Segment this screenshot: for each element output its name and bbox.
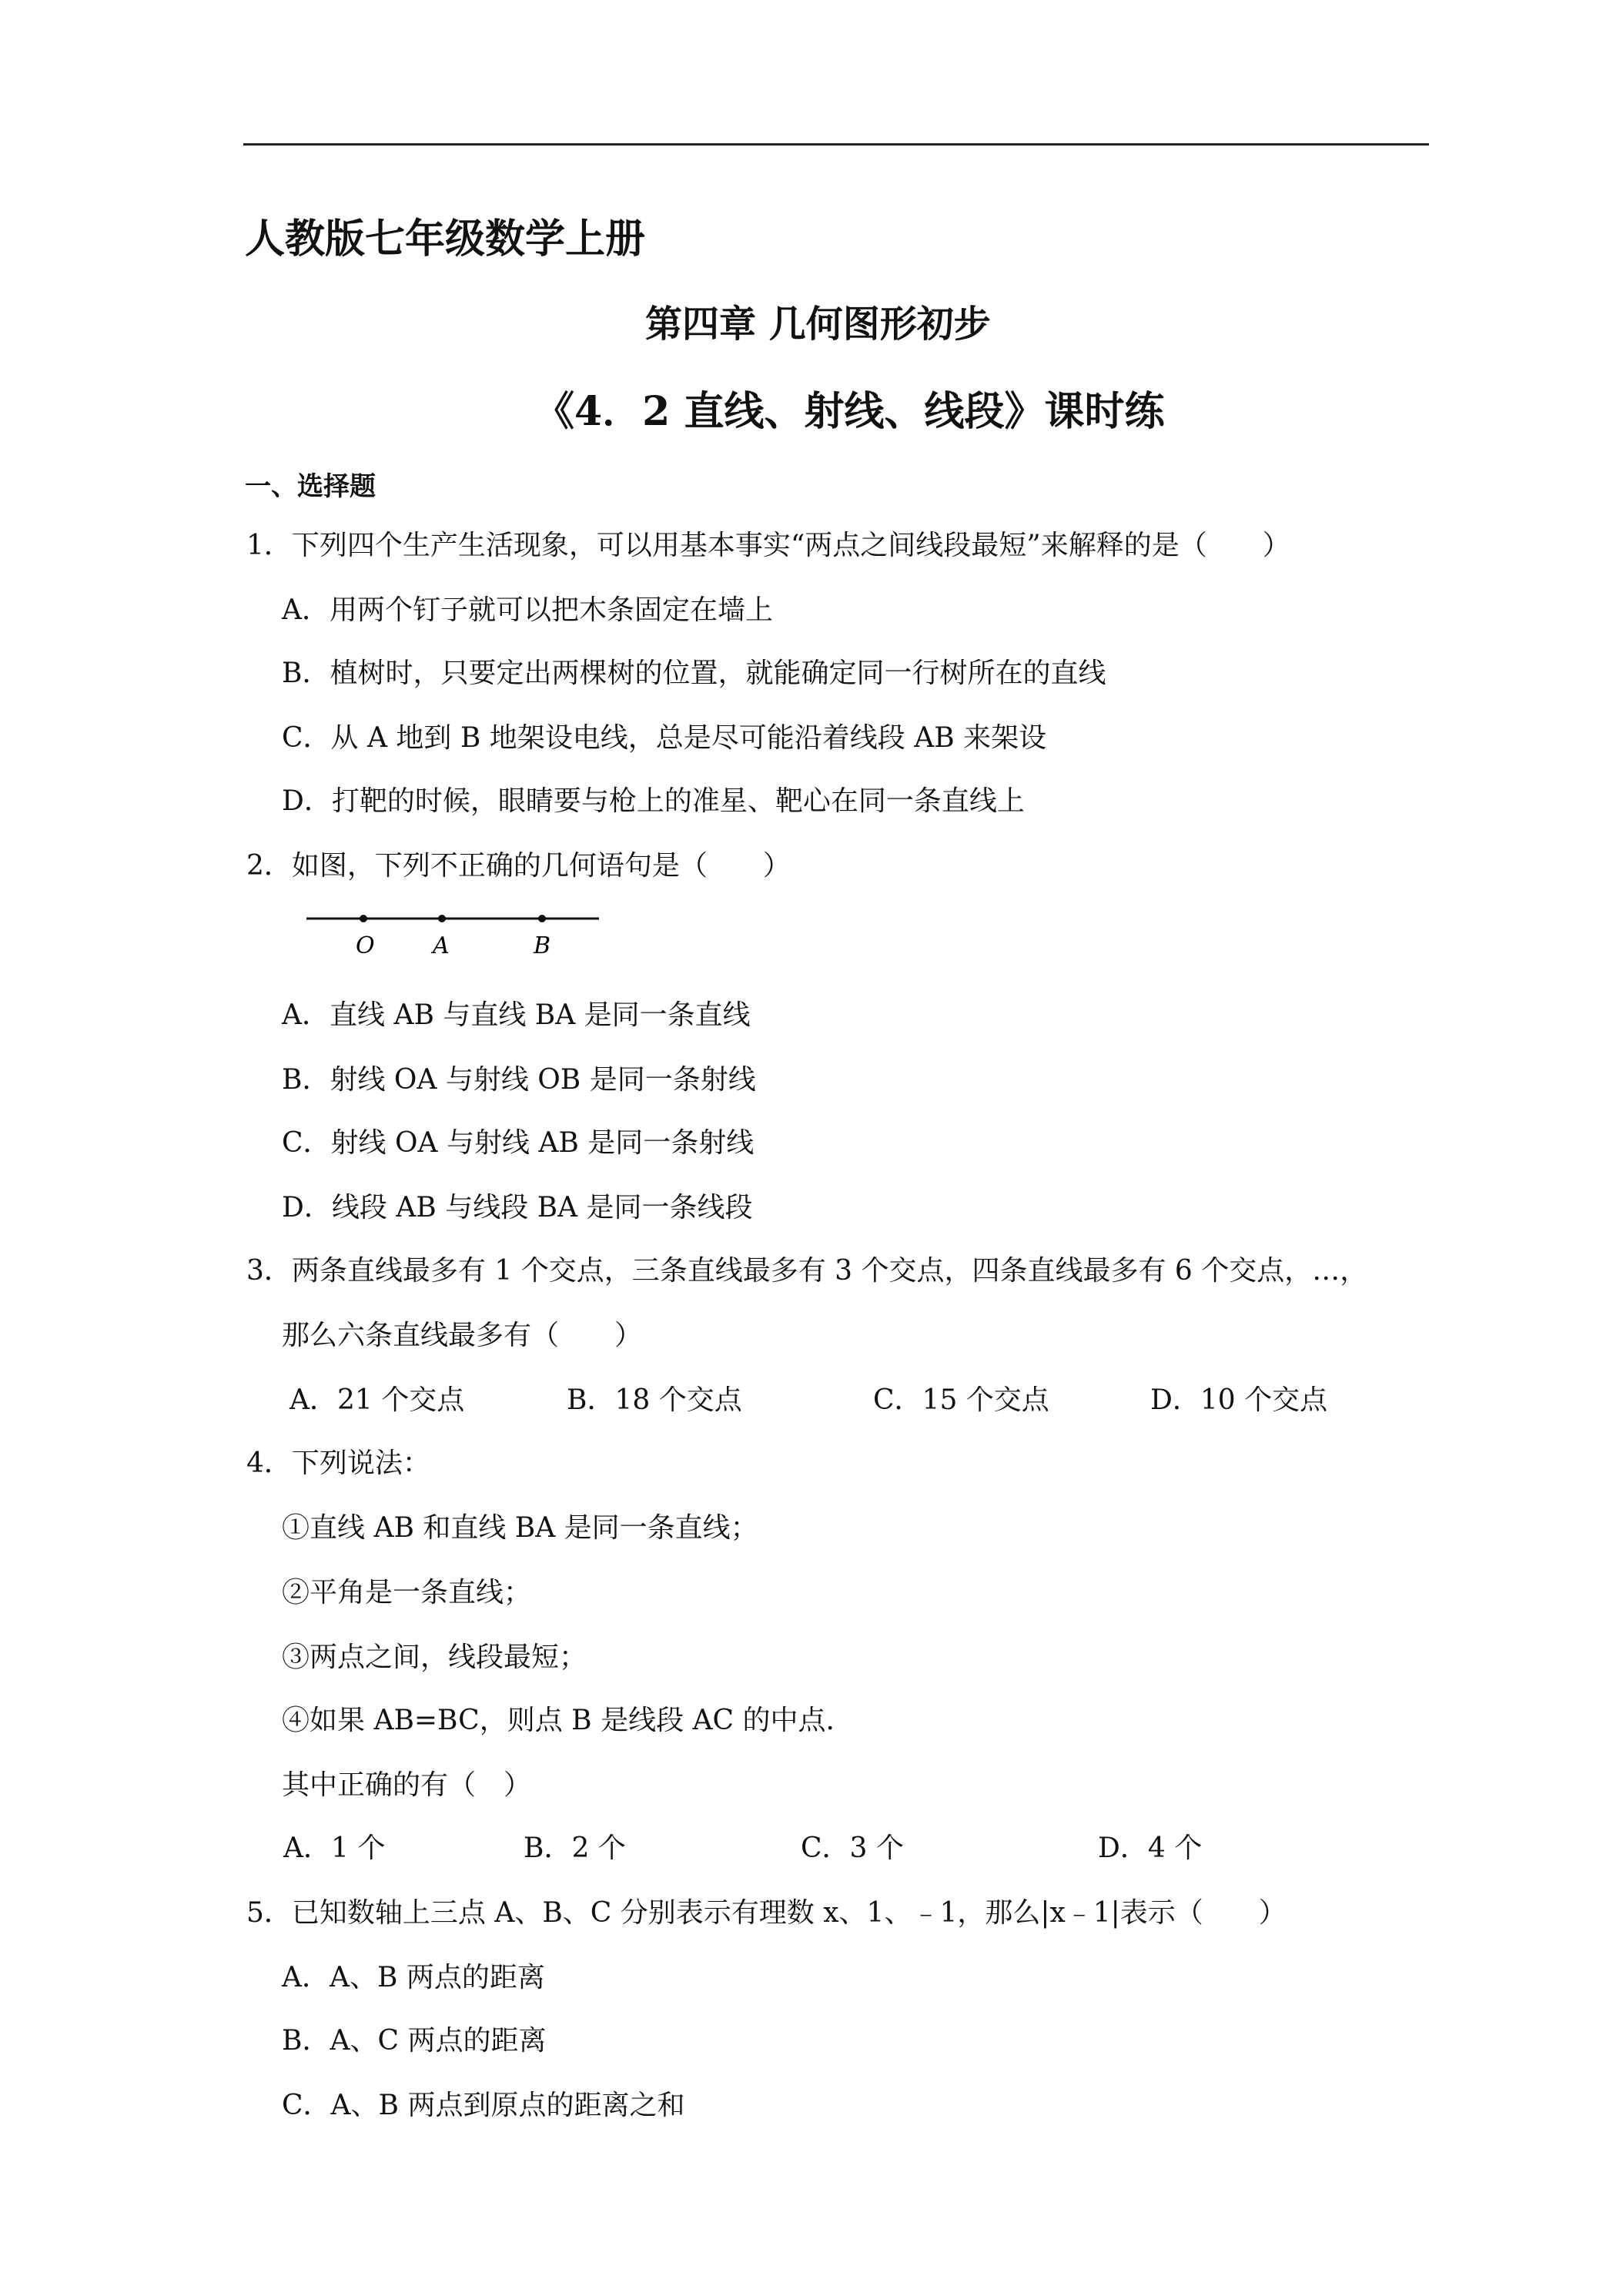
question-3-option-d: D．10 个交点 [1150,1384,1328,1416]
question-4-option-a: A．1 个 [283,1832,386,1864]
question-3-option-c: C．15 个交点 [873,1384,1049,1416]
book-title: 人教版七年级数学上册 [245,216,646,263]
question-4-stem: 4．下列说法： [246,1448,430,1479]
header-rule [243,143,1429,146]
chapter-title: 第四章 几何图形初步 [645,303,991,346]
question-1-option-c: C．从 A 地到 B 地架设电线，总是尽可能沿着线段 AB 来架设 [282,722,1047,754]
point-o-dot [360,915,367,922]
question-4-prompt: 其中正确的有（ ） [282,1769,532,1801]
question-4-option-b: B．2 个 [524,1832,626,1864]
question-3-stem-continued: 那么六条直线最多有（ ） [282,1320,643,1351]
question-4-statement-1: ①直线 AB 和直线 BA 是同一条直线； [282,1512,758,1544]
lesson-title: 《4．2 直线、射线、线段》课时练 [534,388,1165,435]
question-4-option-d: D．4 个 [1098,1832,1203,1864]
question-5-option-a: A．A、B 两点的距离 [282,1962,545,1993]
question-1-option-a: A．用两个钉子就可以把木条固定在墙上 [282,594,773,626]
question-1-option-d: D．打靶的时候，眼睛要与枪上的准星、靶心在同一条直线上 [282,785,1025,817]
question-4-statement-4: ④如果 AB=BC，则点 B 是线段 AC 的中点. [282,1705,835,1736]
line-figure [306,901,607,962]
question-5-option-b: B．A、C 两点的距离 [282,2025,547,2057]
question-2-option-d: D．线段 AB 与线段 BA 是同一条线段 [282,1192,753,1223]
question-2-option-a: A．直线 AB 与直线 BA 是同一条直线 [282,999,751,1031]
point-b-label: B [534,932,551,959]
question-1-stem: 1．下列四个生产生活现象，可以用基本事实“两点之间线段最短”来解释的是（ ） [246,530,1290,561]
question-5-stem: 5．已知数轴上三点 A、B、C 分别表示有理数 x、1、﹣1，那么|x﹣1|表示（ ） [246,1897,1287,1929]
question-2-option-b: B．射线 OA 与射线 OB 是同一条射线 [282,1064,756,1096]
question-5-option-c: C．A、B 两点到原点的距离之和 [282,2090,685,2121]
question-4-statement-3: ③两点之间，线段最短； [282,1642,587,1673]
question-2-option-c: C．射线 OA 与射线 AB 是同一条射线 [282,1127,755,1159]
question-3-option-b: B．18 个交点 [567,1384,742,1416]
question-4-option-c: C．3 个 [801,1832,904,1864]
point-a-dot [438,915,446,922]
question-2-stem: 2．如图，下列不正确的几何语句是（ ） [246,850,791,882]
question-1-option-b: B．植树时，只要定出两棵树的位置，就能确定同一行树所在的直线 [282,658,1106,689]
section-heading: 一、选择题 [245,471,376,502]
question-3-option-a: A．21 个交点 [289,1384,465,1416]
question-3-stem: 3．两条直线最多有 1 个交点，三条直线最多有 3 个交点，四条直线最多有 6 个交点，…， [246,1255,1368,1287]
point-a-label: A [433,932,450,959]
point-b-dot [538,915,546,922]
point-o-label: O [356,932,375,959]
question-4-statement-2: ②平角是一条直线； [282,1577,532,1608]
